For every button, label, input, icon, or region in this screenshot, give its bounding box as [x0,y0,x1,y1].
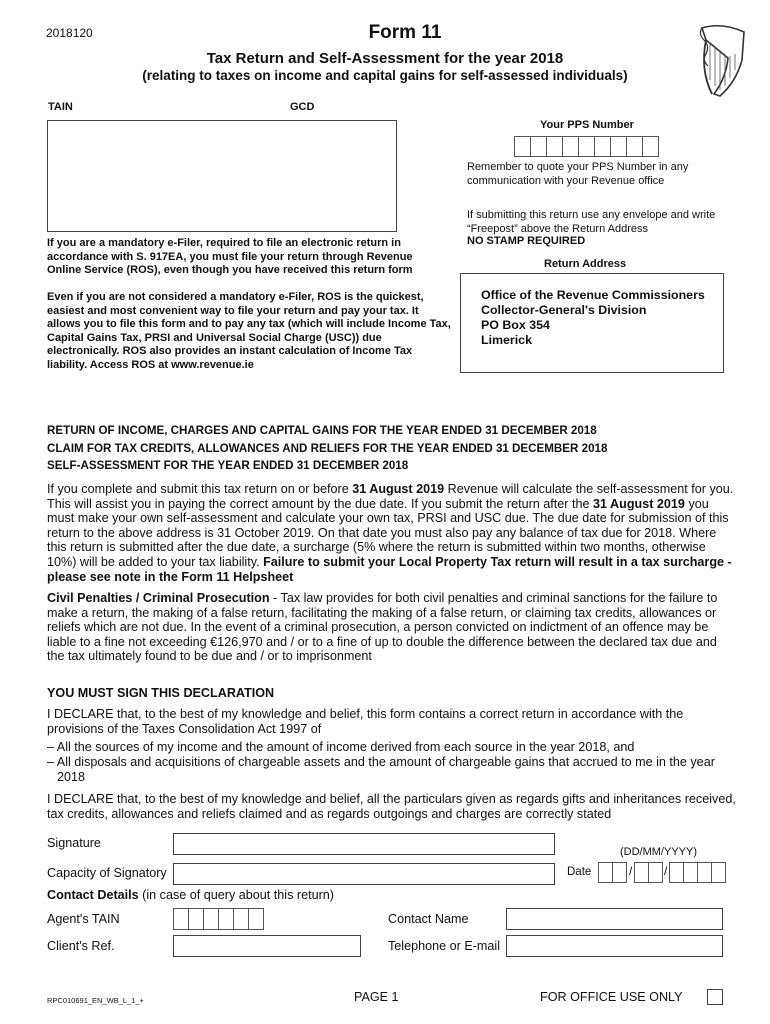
no-stamp-note: NO STAMP REQUIRED [467,235,586,247]
address-line: Collector-General's Division [481,303,647,317]
efiler-mandatory-note: If you are a mandatory e-Filer, required to file an electronic return in accordance with S. 917EA, you must file your return through Revenue Online Service (ROS), even though you have received this return form [47,237,413,276]
agents-tain-label: Agent's TAIN [47,912,120,926]
capacity-label: Capacity of Signatory [47,866,167,880]
efiler-ros-note: Even if you are not considered a mandatory e-Filer, ROS is the quickest, easiest and most convenient way to file your return and pay your tax. It allows you to file this form and to pay any tax (which will include Income Tax, Capital Gains Tax, PRSI and Universal Social Charge (USC)) due electronically. ROS also provides an instant calculation of Income Tax liability. Access ROS at www.revenue.ie [47,291,451,371]
date-day-field[interactable] [598,862,627,883]
declaration-bullet: – All the sources of my income and the amount of income derived from each source in the year 2018, and [47,740,635,754]
declaration-text-1: I DECLARE that, to the best of my knowledge and belief, this form contains a correct return in accordance with the provisions of the Taxes Consolidation Act 1997 of [47,707,684,736]
gcd-label: GCD [290,101,315,113]
date-year-field[interactable] [669,862,726,883]
signature-field[interactable] [173,833,555,855]
address-line: PO Box 354 [481,318,550,332]
date-format-hint: (DD/MM/YYYY) [620,846,697,858]
heading-line: RETURN OF INCOME, CHARGES AND CAPITAL GAINS FOR THE YEAR ENDED 31 DECEMBER 2018 [47,424,597,437]
declaration-bullet: – All disposals and acquisitions of chargeable assets and the amount of chargeable gains that accrued to me in the year 2018 [47,755,715,784]
tain-label: TAIN [48,101,73,113]
capacity-field[interactable] [173,863,555,885]
declaration-heading: YOU MUST SIGN THIS DECLARATION [47,686,275,700]
pps-number-field[interactable] [514,136,659,157]
pps-note: Remember to quote your PPS Number in any communication with your Revenue office [467,161,689,187]
return-headings [47,422,607,475]
date-month-field[interactable] [634,862,663,883]
page-number: PAGE 1 [354,990,399,1004]
contact-details-heading: Contact Details (in case of query about this return) [47,888,334,902]
agents-tain-field[interactable] [173,908,264,930]
date-separator: / [664,864,668,878]
signature-label: Signature [47,836,101,850]
contact-name-field[interactable] [506,908,723,930]
heading-line: SELF-ASSESSMENT FOR THE YEAR ENDED 31 DECEMBER 2018 [47,459,409,472]
date-label: Date [567,866,592,878]
form-title: Tax Return and Self-Assessment for the year 2018 [206,50,564,67]
penalties-paragraph: Civil Penalties / Criminal Prosecution - Tax law provides for both civil penalties and criminal sanctions for the failure to make a return, the making of a false return, facilitating the making of a false return, or claiming tax credits, allowances or reliefs which are not due. In the event of a criminal prosecution, a person convicted on indictment of an offence may be liable to a fine not exceeding €126,970 and / or to a fine of up to double the difference between the declared tax due and the tax ultimately found to be due and / or to imprisonment [47,591,718,664]
clients-ref-field[interactable] [173,935,361,957]
heading-line: CLAIM FOR TAX CREDITS, ALLOWANCES AND RELIEFS FOR THE YEAR ENDED 31 DECEMBER 2018 [47,441,608,455]
phone-email-label: Telephone or E-mail [388,939,501,953]
date-separator: / [629,864,633,878]
contact-name-label: Contact Name [388,912,469,926]
return-address-label: Return Address [544,258,627,270]
form-code: 2018120 [46,26,93,40]
address-line: Office of the Revenue Commissioners [481,288,705,302]
intro-paragraph: If you complete and submit this tax return on or before 31 August 2019 Revenue will calculate the self-assessment for you. This will assist you in paying the correct amount by the due date. If you submit the return after the 31 August 2019 you must make your own self-assessment and calculate your own tax, PRSI and USC due. The due date for submission of this return to the above address is 31 October 2019. On that date you must also pay any balance of tax due for 2018. Where this return is submitted after the due date, a surcharge (5% where the return is submitted within two months, otherwise 10%) will be added to your tax liability. Failure to submit your Local Property Tax return will result in a tax surcharge - please see note in the Form 11 Helpsheet [47,482,734,584]
address-line: Limerick [481,333,532,347]
harp-emblem-icon [692,20,754,100]
office-use-label: FOR OFFICE USE ONLY [540,990,683,1004]
office-use-checkbox[interactable] [707,989,723,1005]
form-subtitle: (relating to taxes on income and capital gains for self-assessed individuals) [142,68,628,83]
pps-label: Your PPS Number [540,119,634,131]
form-number: Form 11 [368,22,442,43]
tain-address-box[interactable] [47,120,397,232]
clients-ref-label: Client's Ref. [47,939,115,953]
envelope-note: If submitting this return use any envelope and write “Freepost” above the Return Address [467,209,716,235]
return-address-box [460,273,724,373]
declaration-text-2: I DECLARE that, to the best of my knowledge and belief, all the particulars given as regards gifts and inheritances received, tax credits, allowances and reliefs claimed and as regards outgoings and charges are correctly stated [47,792,736,821]
footer-code: RPC010691_EN_WB_L_1_+ [47,996,144,1005]
phone-email-field[interactable] [506,935,723,957]
